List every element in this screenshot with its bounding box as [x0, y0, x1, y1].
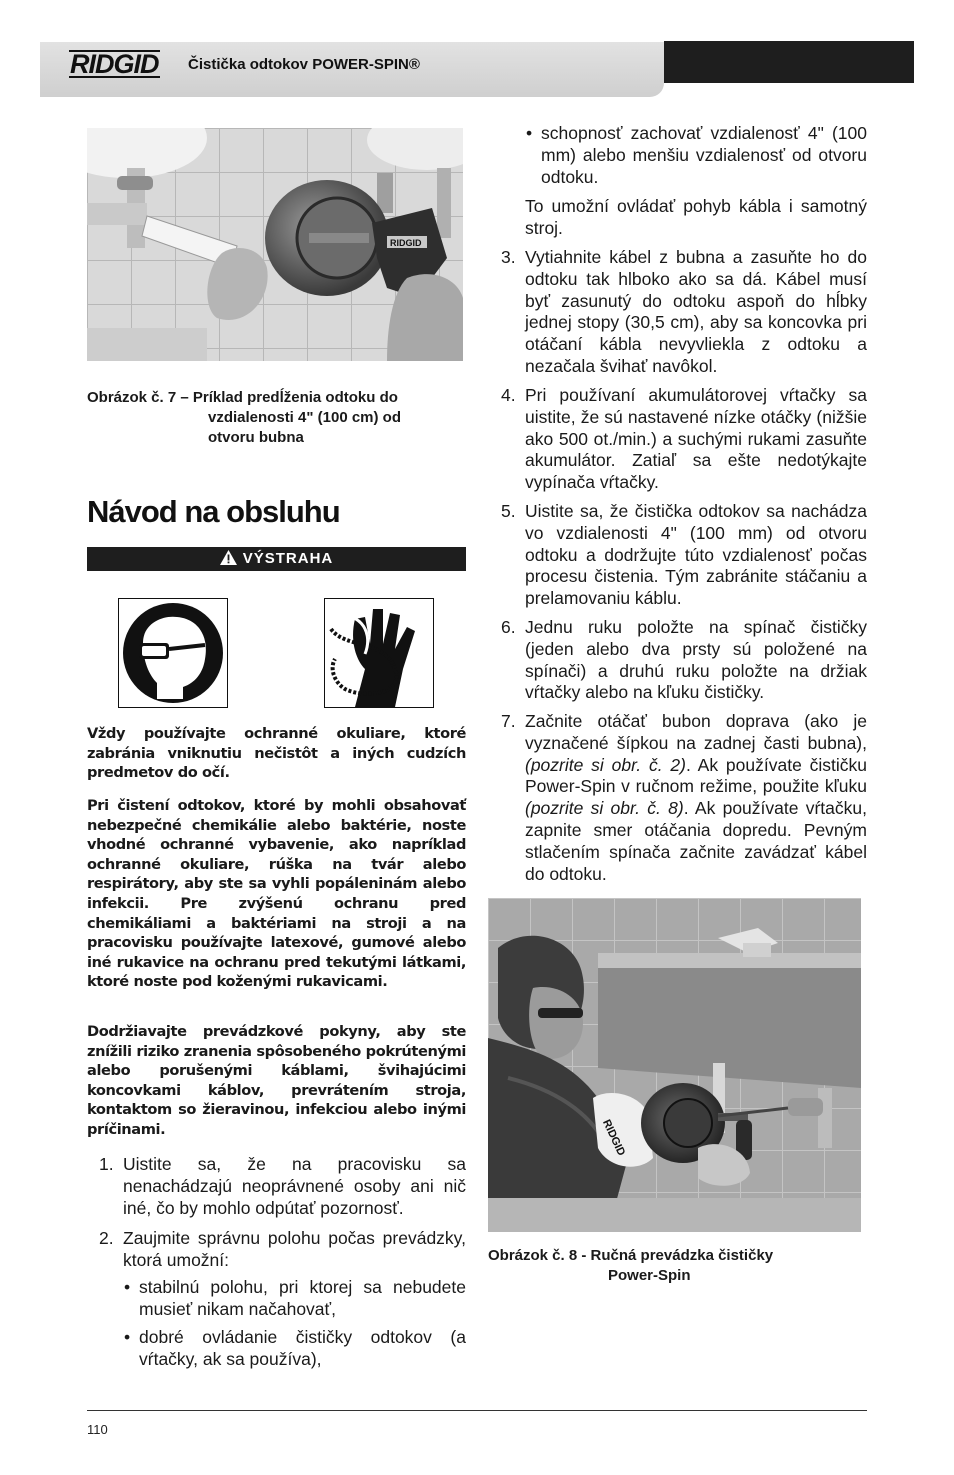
step-7-text-b: . Ak používate čističku Power-Spin v ručnom režime, použite kľuku [525, 754, 867, 797]
step-4-number: 4. [501, 385, 516, 405]
step-4-text: Pri používaní akumulátorovej vŕtačky sa uistite, že sú nastavené nízke otáčky (nižšie ako 500 ot./min.) a suchými rukami zasuňte akumulátor. Zatiaľ sa ešte nedotýkajte vypínača vŕtačky. [525, 385, 867, 493]
page-number: 110 [87, 1422, 108, 1437]
step-6-number: 6. [501, 617, 516, 637]
step-2-number: 2. [99, 1228, 114, 1248]
warning-paragraph-eyes: Vždy používajte ochranné okuliare, ktoré zabránia vniknutiu nečistôt a iných cudzích predmetov do očí. [87, 725, 466, 782]
section-title: Návod na obsluhu [87, 494, 340, 529]
figure-7-caption [87, 388, 477, 448]
footer-rule [87, 1410, 867, 1411]
figure-8-caption [488, 1246, 878, 1286]
glove-brand-label: RIDGID [600, 1117, 628, 1158]
warning-label: VÝSTRAHA [242, 550, 334, 567]
step-4 [501, 385, 867, 494]
step-7-text-a: Začnite otáčať bubon doprava (ako je vyznačené šípkou na zadnej časti bubna), [525, 711, 867, 753]
step-1-text: Uistite sa, že na pracovisku sa nenachádzajú neoprávnené osoby ani nič iné, čo by mohlo odpútať pozornosť. [123, 1154, 466, 1218]
bullet-2-text: dobré ovládanie čističky odtokov (a vŕtačky, ak sa používa), [139, 1327, 466, 1369]
safety-glasses-icon [118, 598, 228, 708]
step-2-bullet-2: • dobré ovládanie čističky odtokov (a vŕtačky, ak sa používa), [124, 1327, 466, 1369]
step-2-after: To umožní ovládať pohyb kábla i samotný stroj. [525, 196, 867, 238]
figure-8-caption-line1: Obrázok č. 8 - Ručná prevádzka čističky [488, 1247, 774, 1264]
step-7-text-c: . Ak používate vŕtačku, zapnite smer otáčania dopredu. Pevným stlačením spínača začnite zavádzať kábel do odtoku. [525, 798, 867, 884]
figure-8-caption-line2: Power-Spin [608, 1267, 691, 1284]
step-2-bullet-1: • stabilnú polohu, pri ktorej sa nebudete musieť nikam načahovať, [124, 1277, 466, 1319]
warning-triangle-icon [220, 549, 237, 573]
bullet-1-text: stabilnú polohu, pri ktorej sa nebudete musieť nikam načahovať, [139, 1277, 466, 1319]
step-6 [501, 617, 867, 704]
step-2 [99, 1228, 466, 1272]
step-3-number: 3. [501, 247, 516, 267]
figure-7-caption-line1: Obrázok č. 7 – Príklad predĺženia odtoku do [87, 389, 398, 406]
figure-8-photo [488, 898, 861, 1232]
bullet-3-text: schopnosť zachovať vzdialenosť 4" (100 mm) alebo menšiu vzdialenosť od otvoru odtoku. [541, 123, 867, 187]
figure-7-caption-line3: otvoru bubna [208, 429, 304, 446]
warning-bar [87, 547, 466, 571]
step-5-text: Uistite sa, že čistička odtokov sa nachádza vo vzdialenosti 4" (100 mm) od otvoru odtoku a dodržujte túto vzdialenosť počas procesu čistenia. Tým zabránite stáčaniu a prelamovaniu káblu. [525, 501, 867, 609]
step-7-ref-fig2: (pozrite si obr. č. 2) [525, 754, 686, 775]
figure-7-photo [87, 128, 463, 361]
product-title: Čistička odtokov POWER-SPIN® [188, 56, 420, 73]
step-5-number: 5. [501, 501, 516, 521]
step-7-ref-fig8: (pozrite si obr. č. 8) [525, 798, 684, 819]
step-3-text: Vytiahnite kábel z bubna a zasuňte ho do odtoku tak hlboko ako sa dá. Kábel musí byť zasunutý do odtoku aspoň do hĺbky jednej stopy (30,5 cm), aby sa koncovka pri otáčaní kábla nevyvliekla z odtoku a nezačala švihať navôkol. [525, 247, 867, 376]
step-3 [501, 247, 867, 378]
step-5 [501, 501, 867, 610]
step-7 [501, 711, 867, 885]
step-2-bullet-3: • schopnosť zachovať vzdialenosť 4" (100 mm) alebo menšiu vzdialenosť od otvoru odtoku. [526, 123, 867, 187]
step-1 [99, 1154, 466, 1219]
drill-brand-label: RIDGID [390, 238, 422, 248]
step-6-text: Jednu ruku položte na spínač čističky (jeden alebo dva prsty sú položené na spínači) a druhú ruku položte na držiak vŕtačky alebo na kľuku čističky. [525, 617, 867, 703]
header-dark-tab [664, 41, 914, 83]
warning-paragraph-operation: Dodržiavajte prevádzkové pokyny, aby ste znížili riziko zranenia spôsobeného pokrútenými alebo porušenými káblami, švihajúcimi koncovkami káblov, prevrátením stroja, kontaktom so žieravinou, infekciou alebo inými príčinami. [87, 1023, 466, 1138]
gloves-cable-hazard-icon [324, 598, 434, 708]
warning-paragraph-chemicals: Pri čistení odtokov, ktoré by mohli obsahovať nebezpečné chemikálie alebo baktérie, noste vhodné ochranné vybavenie, ako napríklad ochranné okuliare, rúška na tvár alebo respirátory, aby ste sa vyhli popáleninám alebo infekcii. Pre zvýšenú ochranu pred chemikáliami a baktériami na stroji a na pracovisku používajte latexové, gumové alebo iné rukavice na ochranu pred tekutými látkami, ktoré noste pod koženými rukavicami. [87, 797, 466, 991]
figure-7-caption-line2: vzdialenosti 4" (100 cm) od [208, 409, 402, 426]
step-2-text: Zaujmite správnu polohu počas prevádzky, ktorá umožní: [123, 1228, 466, 1270]
step-7-number: 7. [501, 711, 516, 731]
ridgid-logo: RIDGID [70, 49, 159, 79]
step-1-number: 1. [99, 1154, 114, 1174]
